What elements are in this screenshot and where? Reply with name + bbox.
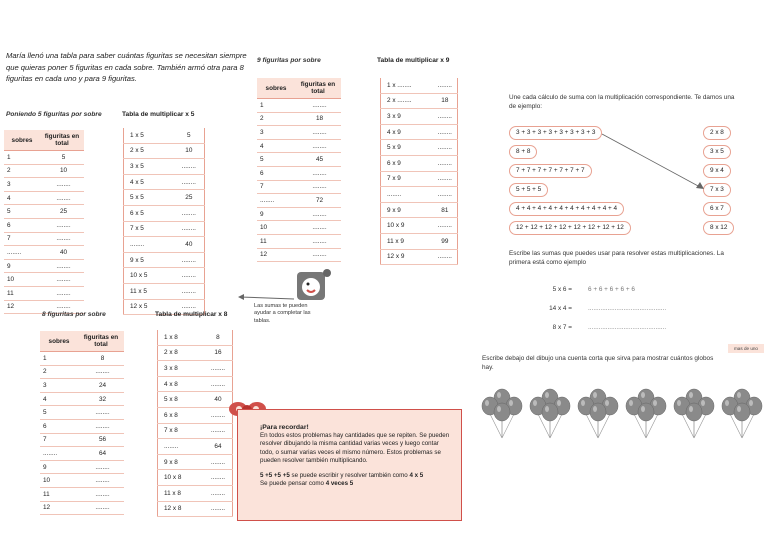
mult5-title: Tabla de multiplicar x 5	[122, 111, 195, 118]
table-row	[124, 221, 205, 237]
row-label: 6	[4, 218, 40, 232]
table9-caption: 9 figuritas por sobre	[257, 57, 321, 64]
row-value[interactable]: ........	[174, 221, 205, 237]
remember-box	[237, 409, 462, 521]
table-row	[124, 143, 205, 159]
remember-mid: se puede escribir y resolver también como	[289, 472, 410, 480]
row-label: 4	[4, 191, 40, 205]
row-label: 5 x 8	[158, 392, 204, 408]
col-sobres: sobres	[4, 130, 40, 151]
row-value[interactable]: ........	[40, 286, 84, 300]
table-row	[124, 159, 205, 175]
row-label: 1 x 5	[124, 128, 174, 143]
tag-badge: mas de uno	[728, 344, 764, 353]
row-label: 6 x 8	[158, 407, 204, 423]
character-icon	[293, 268, 335, 302]
table-row	[158, 454, 233, 470]
table-row	[257, 139, 341, 153]
row-value: 72	[295, 194, 341, 208]
table-row	[40, 487, 124, 501]
row-value[interactable]: ........	[78, 501, 124, 515]
row-value[interactable]: ........	[40, 218, 84, 232]
row-label: 9 x 9	[381, 202, 433, 218]
table-row	[124, 205, 205, 221]
balloons-instruction: Escribe debajo del dibujo una cuenta corta que sirva para mostrar cuántos globos hay.	[482, 355, 714, 371]
row-value: 64	[78, 447, 124, 461]
row-value: 40	[204, 392, 233, 408]
row-label: 2	[40, 365, 78, 379]
row-label: 6 x 9	[381, 155, 433, 171]
table-row	[4, 286, 84, 300]
row-value[interactable]: ........	[433, 140, 458, 156]
table-row	[257, 112, 341, 126]
table-row	[40, 460, 124, 474]
match-instruction: Une cada cálculo de suma con la multiplicación correspondiente. Te damos una de ejemplo:	[509, 94, 735, 110]
row-value[interactable]: ........	[40, 273, 84, 287]
table-5-figuritas	[4, 130, 84, 314]
mult-table-5	[123, 128, 205, 315]
table-row	[158, 345, 233, 361]
balloon-group-icon	[720, 386, 764, 440]
table-row	[158, 361, 233, 377]
remember-as2: 4 veces 5	[325, 480, 354, 488]
sum-pill[interactable]: 3 + 3 + 3 + 3 + 3 + 3 + 3 + 3	[509, 126, 602, 140]
table-row	[158, 470, 233, 486]
row-label: 7	[40, 433, 78, 447]
col-total: figuritas en total	[295, 78, 341, 99]
row-value[interactable]: ........	[433, 171, 458, 187]
table-row	[257, 248, 341, 262]
row-label: 6	[40, 419, 78, 433]
table-row	[124, 128, 205, 143]
table-row	[381, 171, 458, 187]
row-label[interactable]: ........	[4, 246, 40, 260]
row-value[interactable]: ........	[174, 268, 205, 284]
row-label: 5	[40, 406, 78, 420]
row-value: 25	[174, 190, 205, 206]
row-value[interactable]: ........	[40, 178, 84, 192]
row-value[interactable]: ........	[174, 252, 205, 268]
table-row	[257, 194, 341, 208]
table-row	[381, 78, 458, 93]
write-answer[interactable]: ............................................	[588, 324, 667, 331]
row-label: 9 x 8	[158, 454, 204, 470]
table-row	[158, 376, 233, 392]
row-value[interactable]: ........	[78, 419, 124, 433]
table-row	[40, 447, 124, 461]
row-value[interactable]: ........	[295, 248, 341, 262]
table-row	[158, 330, 233, 345]
row-value[interactable]: ........	[78, 460, 124, 474]
write-question: 14 x 4 =	[549, 305, 572, 312]
row-label: 2	[257, 112, 295, 126]
row-value[interactable]: ........	[174, 299, 205, 315]
row-value[interactable]: ........	[295, 126, 341, 140]
table-row	[124, 174, 205, 190]
table-row	[158, 423, 233, 439]
table-row	[4, 151, 84, 165]
row-value[interactable]: ........	[40, 300, 84, 314]
row-label: 4 x 9	[381, 124, 433, 140]
table-row	[124, 268, 205, 284]
table-row	[40, 474, 124, 488]
row-label: 4	[257, 139, 295, 153]
table-row	[257, 99, 341, 113]
row-value: 18	[295, 112, 341, 126]
row-value[interactable]: ........	[433, 109, 458, 125]
row-label: 12 x 8	[158, 501, 204, 517]
row-value: 40	[40, 246, 84, 260]
row-label: 3 x 9	[381, 109, 433, 125]
arrow-icon	[236, 289, 296, 301]
row-value[interactable]: ........	[204, 376, 233, 392]
row-label[interactable]: ........	[257, 194, 295, 208]
row-label: 11 x 5	[124, 283, 174, 299]
col-total: figuritas en total	[78, 331, 124, 352]
row-value[interactable]: ........	[204, 454, 233, 470]
table-row	[40, 365, 124, 379]
row-value[interactable]: ........	[295, 207, 341, 221]
row-value[interactable]: ........	[40, 232, 84, 246]
row-label: 12	[40, 501, 78, 515]
row-value: 40	[174, 237, 205, 253]
intro-text: María llenó una tabla para saber cuántas figuritas se necesitan siempre que quieras poner 5 figuritas en cada sobre. También armó otra para 8 figuritas en cada uno y para 9 figuritas.	[6, 51, 247, 83]
row-value: 25	[40, 205, 84, 219]
row-value: 56	[78, 433, 124, 447]
mult-pill[interactable]: 6 x 7	[703, 202, 731, 216]
row-value: 18	[433, 93, 458, 109]
row-value[interactable]: ........	[174, 283, 205, 299]
row-value: 24	[78, 379, 124, 393]
row-label: 11 x 8	[158, 485, 204, 501]
table-row	[40, 406, 124, 420]
table-row	[381, 187, 458, 203]
table-row	[4, 232, 84, 246]
write-answer[interactable]: 6 + 6 + 6 + 6 + 6	[588, 286, 635, 293]
row-label: 5	[4, 205, 40, 219]
remember-line2: Se puede pensar como	[260, 480, 326, 488]
hint-note: Las sumas te pueden ayudar a completar las tablas.	[254, 303, 311, 324]
row-label: 12	[4, 300, 40, 314]
table-row	[4, 164, 84, 178]
table-row	[381, 124, 458, 140]
row-label: 4 x 8	[158, 376, 204, 392]
balloon-group-icon	[528, 386, 572, 440]
row-label[interactable]: ........	[381, 187, 433, 203]
sum-pill[interactable]: 12 + 12 + 12 + 12 + 12 + 12 + 12 + 12	[509, 221, 631, 235]
table-row	[4, 259, 84, 273]
row-label: 3	[257, 126, 295, 140]
row-value[interactable]: ........	[78, 406, 124, 420]
row-value[interactable]: ........	[174, 174, 205, 190]
col-total: figuritas en total	[40, 130, 84, 151]
row-label: 7 x 9	[381, 171, 433, 187]
table-row	[4, 246, 84, 260]
row-label: 6	[257, 166, 295, 180]
remember-text: En todos estos problemas hay cantidades que se repiten. Se pueden resolver dibujando la misma cantidad varias veces y luego contar todo, o sumar varias veces el mismo número. Estos problemas se pueden resolver también multiplicando.	[260, 432, 450, 464]
write-question: 8 x 7 =	[552, 324, 572, 331]
row-value[interactable]: ........	[40, 259, 84, 273]
row-value[interactable]: ........	[295, 234, 341, 248]
table-8-figuritas	[40, 331, 124, 515]
row-value[interactable]: ........	[433, 187, 458, 203]
row-value[interactable]: ........	[295, 139, 341, 153]
table-row	[381, 109, 458, 125]
row-value: 5	[40, 151, 84, 165]
table-row	[158, 439, 233, 455]
write-question: 5 x 6 =	[552, 286, 572, 293]
table5-caption: Poniendo 5 figuritas por sobre	[6, 111, 102, 118]
row-label: 3	[40, 379, 78, 393]
row-value[interactable]: ........	[295, 99, 341, 113]
remember-sum: 5 +5 +5 +5	[260, 472, 290, 480]
row-label: 3 x 5	[124, 159, 174, 175]
row-label: 1	[40, 352, 78, 366]
row-label: 10 x 8	[158, 470, 204, 486]
row-label: 7	[4, 232, 40, 246]
mult-pill[interactable]: 3 x 5	[703, 145, 731, 159]
row-label: 2	[4, 164, 40, 178]
row-label: 9	[257, 207, 295, 221]
row-value: 5	[174, 128, 205, 143]
sum-pill[interactable]: 8 + 8	[509, 145, 537, 159]
table-row	[257, 207, 341, 221]
table-row	[257, 126, 341, 140]
row-value[interactable]: ........	[174, 205, 205, 221]
row-label: 7 x 5	[124, 221, 174, 237]
row-label: 2 x 5	[124, 143, 174, 159]
row-label: 11	[257, 234, 295, 248]
row-value[interactable]: ........	[433, 249, 458, 265]
row-label: 3	[4, 178, 40, 192]
write-instruction: Escribe las sumas que puedes usar para resolver estas multiplicaciones. La primera está como ejemplo	[509, 250, 724, 266]
table-row	[124, 190, 205, 206]
table-row	[40, 501, 124, 515]
row-label: 12 x 5	[124, 299, 174, 315]
mult-pill[interactable]: 9 x 4	[703, 164, 731, 178]
table-row	[158, 407, 233, 423]
row-label: 10	[40, 474, 78, 488]
row-label: 5	[257, 153, 295, 167]
table-row	[158, 392, 233, 408]
row-value[interactable]: ........	[433, 218, 458, 234]
row-label: 10 x 9	[381, 218, 433, 234]
row-label: 9	[40, 460, 78, 474]
table-row	[4, 273, 84, 287]
sum-pill[interactable]: 7 + 7 + 7 + 7 + 7 + 7 + 7	[509, 164, 592, 178]
mult-pill[interactable]: 2 x 8	[703, 126, 731, 140]
row-value: 81	[433, 202, 458, 218]
table-row	[381, 140, 458, 156]
row-value[interactable]: ........	[295, 180, 341, 194]
table-row	[40, 379, 124, 393]
row-value[interactable]: ........	[295, 221, 341, 235]
row-label: 5 x 9	[381, 140, 433, 156]
row-label: 6 x 5	[124, 205, 174, 221]
table-row	[4, 218, 84, 232]
row-value[interactable]: ........	[433, 78, 458, 93]
row-label: 9	[4, 259, 40, 273]
row-label[interactable]: 1 x ........	[381, 78, 433, 93]
row-value: 16	[204, 345, 233, 361]
table-9-figuritas	[257, 78, 341, 262]
row-value[interactable]: ........	[295, 166, 341, 180]
row-label: 11	[40, 487, 78, 501]
row-label: 1	[257, 99, 295, 113]
row-value: 32	[78, 392, 124, 406]
write-answer[interactable]: ............................................	[588, 305, 667, 312]
sum-pill[interactable]: 5 + 5 + 5	[509, 183, 548, 197]
row-value[interactable]: ........	[433, 155, 458, 171]
row-label: 4	[40, 392, 78, 406]
row-value: 8	[204, 330, 233, 345]
table-row	[257, 234, 341, 248]
table-row	[381, 233, 458, 249]
mult9-title: Tabla de multiplicar x 9	[377, 57, 450, 64]
col-sobres: sobres	[257, 78, 295, 99]
row-value[interactable]: ........	[204, 485, 233, 501]
row-label: 3 x 8	[158, 361, 204, 377]
sum-pill[interactable]: 4 + 4 + 4 + 4 + 4 + 4 + 4 + 4 + 4 + 4	[509, 202, 624, 216]
row-label[interactable]: ........	[40, 447, 78, 461]
row-label: 12	[257, 248, 295, 262]
row-label: 10	[4, 273, 40, 287]
mult-table-8	[157, 330, 233, 517]
row-value[interactable]: ........	[204, 361, 233, 377]
row-label: 1	[4, 151, 40, 165]
table-row	[40, 352, 124, 366]
balloon-group-icon	[672, 386, 716, 440]
mult-table-9	[380, 78, 458, 265]
row-label: 10 x 5	[124, 268, 174, 284]
table-row	[381, 93, 458, 109]
balloon-group-icon	[576, 386, 620, 440]
table-row	[381, 202, 458, 218]
table-row	[158, 485, 233, 501]
row-label: 10	[257, 221, 295, 235]
table-row	[257, 180, 341, 194]
row-label[interactable]: 2 x ........	[381, 93, 433, 109]
remember-as: 4 x 5	[409, 472, 424, 480]
row-value[interactable]: ........	[204, 501, 233, 517]
table-row	[381, 218, 458, 234]
row-label: 7	[257, 180, 295, 194]
table-row	[40, 419, 124, 433]
row-value[interactable]: ........	[433, 124, 458, 140]
row-value: 10	[174, 143, 205, 159]
row-label: 5 x 5	[124, 190, 174, 206]
table-row	[124, 237, 205, 253]
table8-caption: 8 figuritas por sobre	[42, 311, 106, 318]
row-value[interactable]: ........	[40, 191, 84, 205]
table-row	[124, 283, 205, 299]
row-value[interactable]: ........	[204, 470, 233, 486]
mult-pill[interactable]: 8 x 12	[703, 221, 734, 235]
row-label: 4 x 5	[124, 174, 174, 190]
example-connector	[600, 132, 710, 192]
table-row	[257, 153, 341, 167]
table-row	[40, 392, 124, 406]
row-value: 45	[295, 153, 341, 167]
remember-title: ¡Para recordar!	[260, 424, 309, 431]
table-row	[4, 178, 84, 192]
row-label[interactable]: ........	[158, 439, 204, 455]
table-row	[4, 205, 84, 219]
table-row	[381, 155, 458, 171]
table-row	[158, 501, 233, 517]
col-sobres: sobres	[40, 331, 78, 352]
row-value: 8	[78, 352, 124, 366]
mult-pill[interactable]: 7 x 3	[703, 183, 731, 197]
table-row	[257, 166, 341, 180]
row-value: 10	[40, 164, 84, 178]
row-label: 12 x 9	[381, 249, 433, 265]
table-row	[124, 252, 205, 268]
row-label: 1 x 8	[158, 330, 204, 345]
table-row	[4, 191, 84, 205]
row-label: 7 x 8	[158, 423, 204, 439]
balloon-group-icon	[624, 386, 668, 440]
row-value: 99	[433, 233, 458, 249]
table-row	[40, 433, 124, 447]
balloon-group-icon	[480, 386, 524, 440]
row-label: 9 x 5	[124, 252, 174, 268]
row-label: 11 x 9	[381, 233, 433, 249]
row-value[interactable]: ........	[204, 407, 233, 423]
row-label: 2 x 8	[158, 345, 204, 361]
row-value[interactable]: ........	[78, 365, 124, 379]
row-value: 64	[204, 439, 233, 455]
row-value[interactable]: ........	[78, 487, 124, 501]
row-label[interactable]: ........	[124, 237, 174, 253]
row-value[interactable]: ........	[78, 474, 124, 488]
row-label: 11	[4, 286, 40, 300]
row-value[interactable]: ........	[204, 423, 233, 439]
mult8-title: Tabla de multiplicar x 8	[155, 311, 228, 318]
table-row	[381, 249, 458, 265]
row-value[interactable]: ........	[174, 159, 205, 175]
table-row	[257, 221, 341, 235]
